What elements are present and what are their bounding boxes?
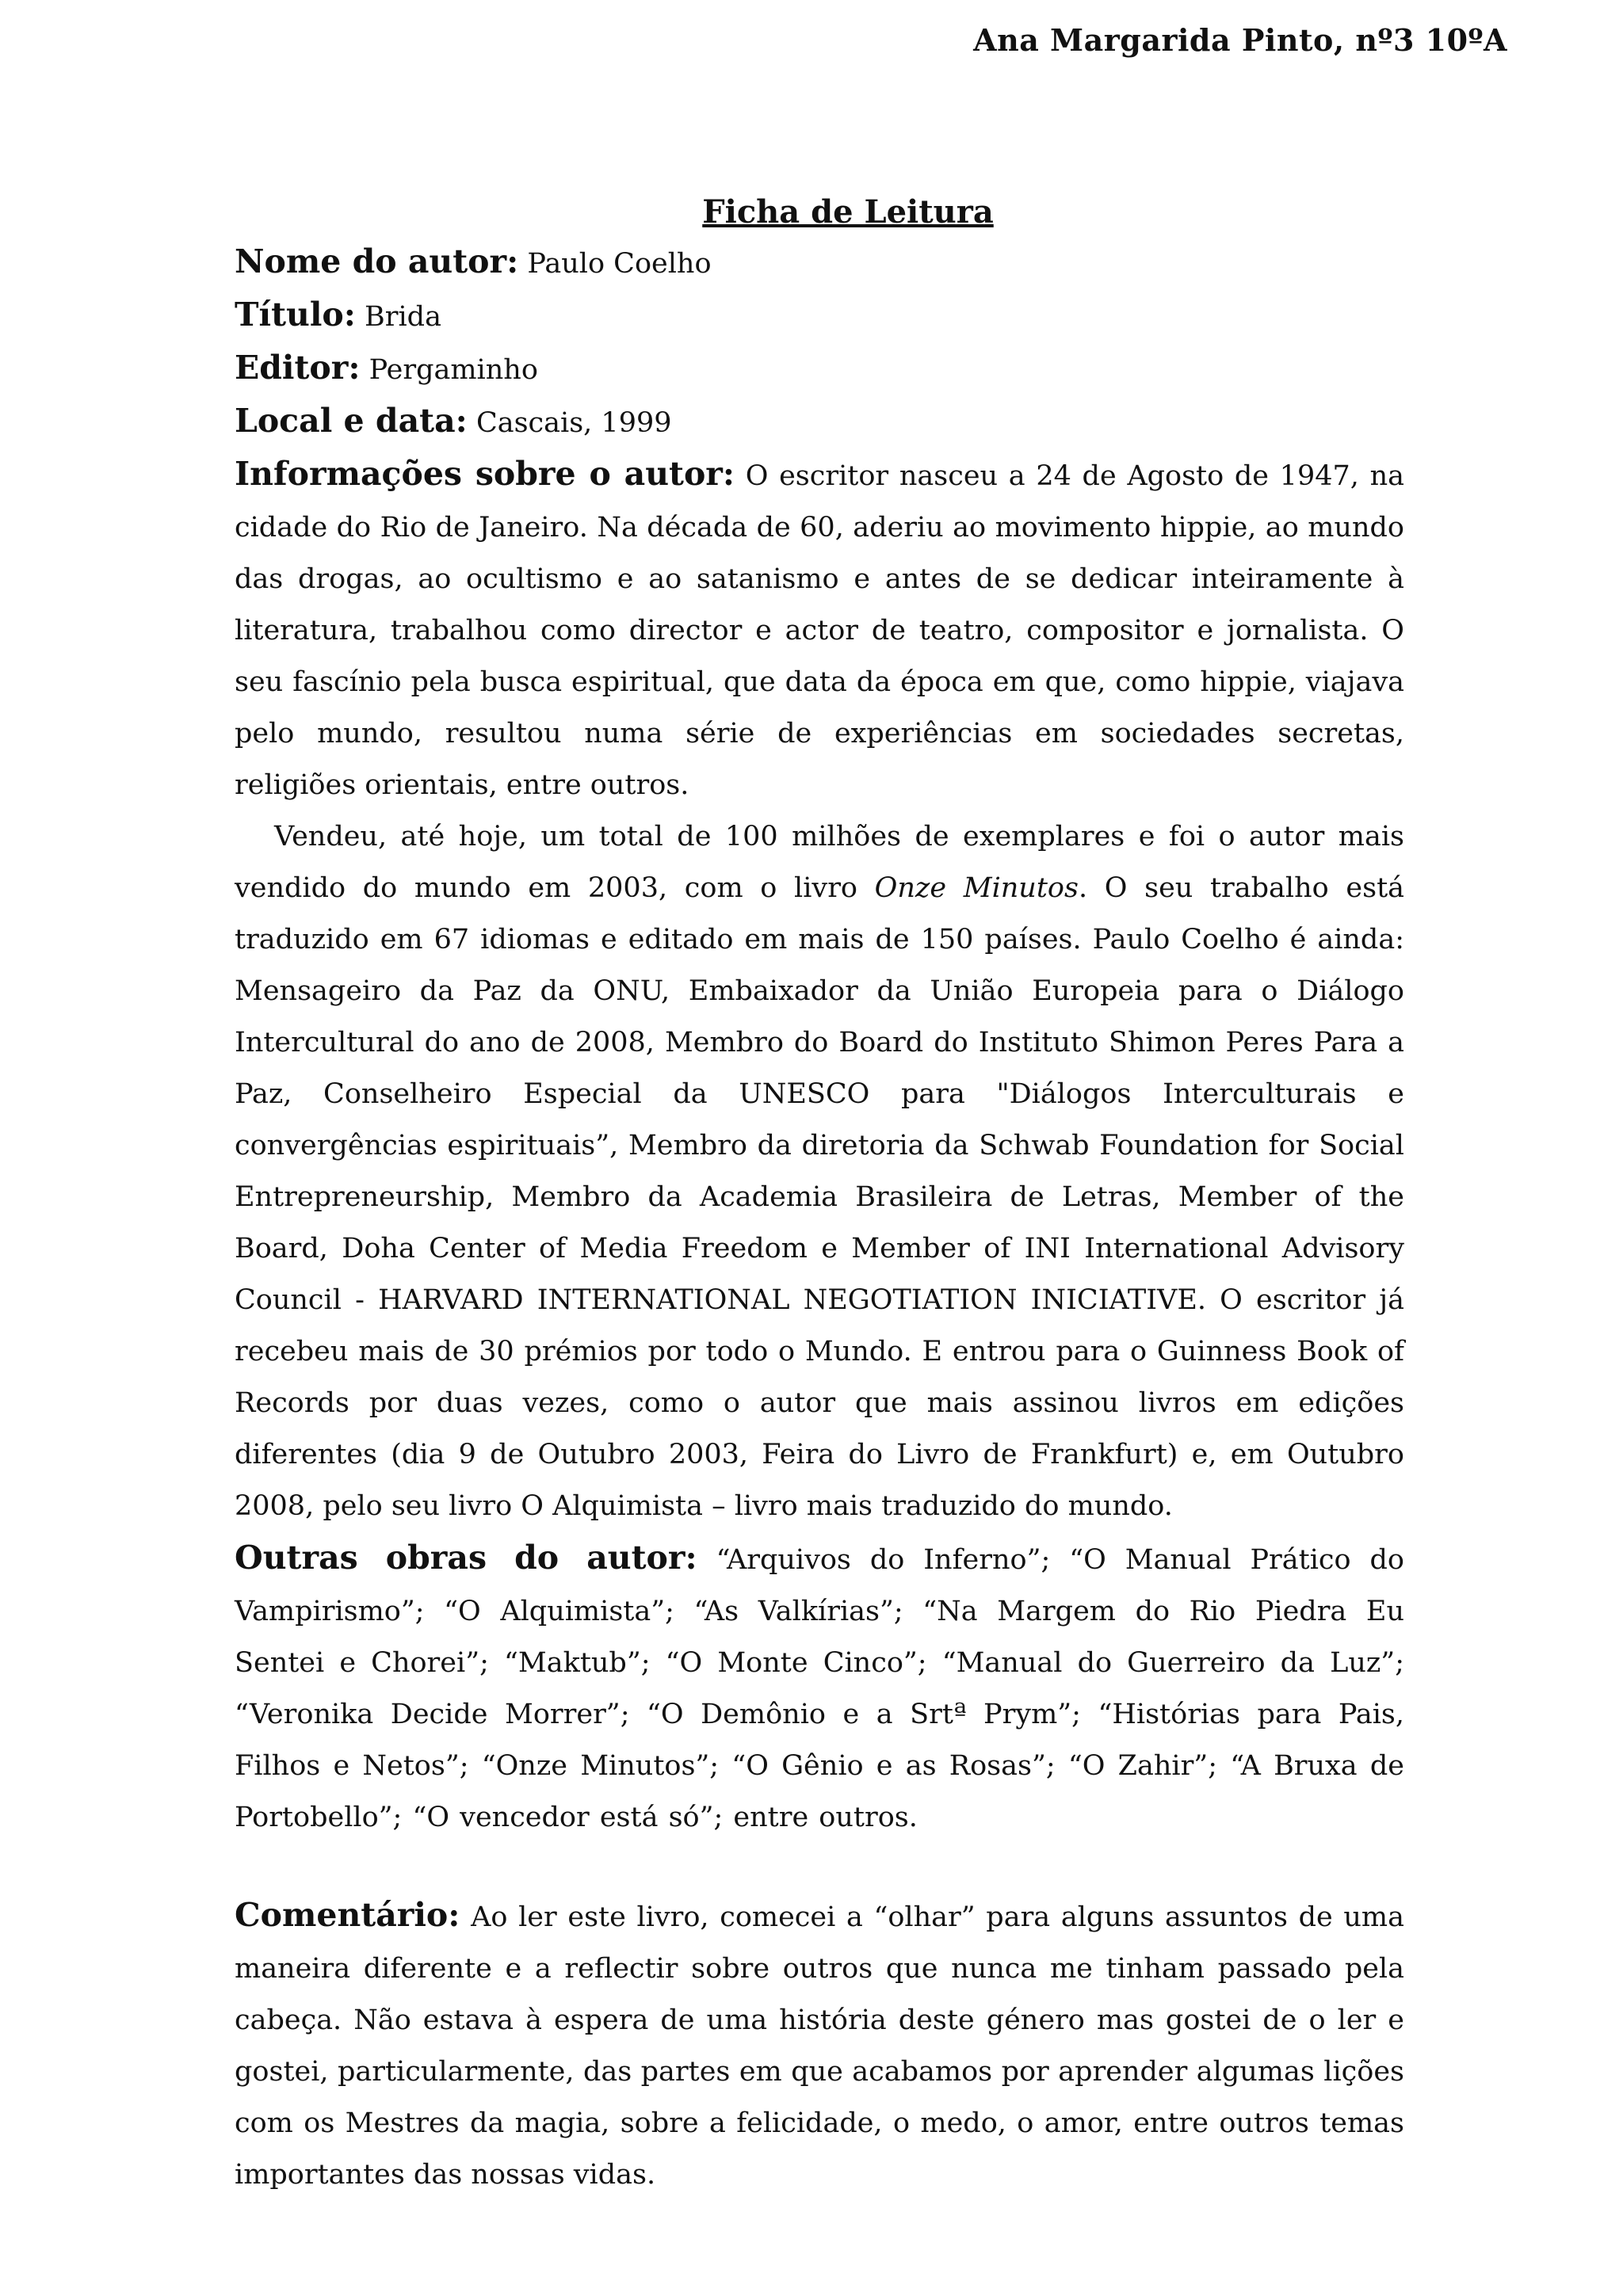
author-info-paragraph-1 [235, 448, 1404, 811]
author-info-text-2b: . O seu trabalho está traduzido em 67 idiomas e editado em mais de 150 países. Paulo Coelho é ainda: Mensageiro da Paz da ONU, Embaixador da União Europeia para o Diálogo Intercultural do ano de 2008, Membro do Board do Instituto Shimon Peres Para a Paz, Conselheiro Especial da UNESCO para "Diálogos Interculturais e convergências espirituais”, Membro da diretoria da Schwab Foundation for Social Entrepreneurship, Membro da Academia Brasileira de Letras, Member of the Board, Doha Center of Media Freedom e Member of INI International Advisory Council - HARVARD INTERNATIONAL NEGOTIATION INICIATIVE. O escritor já recebeu mais de 30 prémios por todo o Mundo. E entrou para o Guinness Book of Records por duas vezes, como o autor que mais assinou livros em edições diferentes (dia 9 de Outubro 2003, Feira do Livro de Frankfurt) e, em Outubro 2008, pelo seu livro O Alquimista – livro mais traduzido do mundo. [235, 872, 1405, 1522]
editor-label: Editor: [235, 349, 361, 387]
editor-field [235, 342, 1404, 395]
place-date-value: Cascais, 1999 [475, 407, 672, 439]
other-works-paragraph [235, 1532, 1404, 1844]
book-title-field [235, 289, 1404, 342]
author-info-text-1: O escritor nasceu a 24 de Agosto de 1947, na cidade do Rio de Janeiro. Na década de 60, aderiu ao movimento hippie, ao mundo das drogas, ao ocultismo e ao satanismo e antes de se dedicar inteiramente à literatura, trabalhou como director e actor de teatro, compositor e jornalista. O seu fascínio pela busca espiritual, que data da época em que, como hippie, viajava pelo mundo, resultou numa série de experiências em sociedades secretas, religiões orientais, entre outros. [235, 460, 1404, 801]
book-reference-italic: Onze Minutos [874, 872, 1079, 904]
section-spacer [235, 1844, 1404, 1890]
comment-paragraph [235, 1890, 1404, 2201]
document-title: Ficha de Leitura [702, 193, 994, 231]
place-date-field [235, 395, 1404, 448]
author-info-paragraph-2 [235, 811, 1404, 1532]
comment-text: Ao ler este livro, comecei a “olhar” para alguns assuntos de uma maneira diferente e a reflectir sobre outros que nunca me tinham passado pela cabeça. Não estava à espera de uma história deste género mas gostei de o ler e gostei, particularmente, das partes em que acabamos por aprender algumas lições com os Mestres da magia, sobre a felicidade, o medo, o amor, entre outros temas importantes das nossas vidas. [235, 1901, 1404, 2191]
place-date-label: Local e data: [235, 402, 468, 440]
author-info-text-2a: Vendeu, até hoje, um total de 100 milhões de exemplares e foi o autor mais vendido do mundo em 2003, com o livro [235, 821, 1404, 904]
editor-value: Pergaminho [369, 354, 538, 386]
author-info-label: Informações sobre o autor: [235, 455, 735, 493]
author-value: Paulo Coelho [527, 248, 712, 280]
other-works-text: “Arquivos do Inferno”; “O Manual Prático do Vampirismo”; “O Alquimista”; “As Valkírias”; “Na Margem do Rio Piedra Eu Sentei e Chorei”; “Maktub”; “O Monte Cinco”; “Manual do Guerreiro da Luz”; “Veronika Decide Morrer”; “O Demônio e a Srtª Prym”; “Histórias para Pais, Filhos e Netos”; “Onze Minutos”; “O Gênio e as Rosas”; “O Zahir”; “A Bruxa de Portobello”; “O vencedor está só”; entre outros. [235, 1544, 1404, 1833]
other-works-label: Outras obras do autor: [235, 1539, 697, 1577]
author-field [235, 236, 1404, 289]
student-header: Ana Margarida Pinto, nº3 10ºA [973, 22, 1507, 58]
book-title-label: Título: [235, 296, 356, 334]
document-content [235, 189, 1404, 2201]
author-label: Nome do autor: [235, 242, 519, 280]
comment-label: Comentário: [235, 1896, 460, 1934]
book-title-value: Brida [365, 301, 441, 333]
